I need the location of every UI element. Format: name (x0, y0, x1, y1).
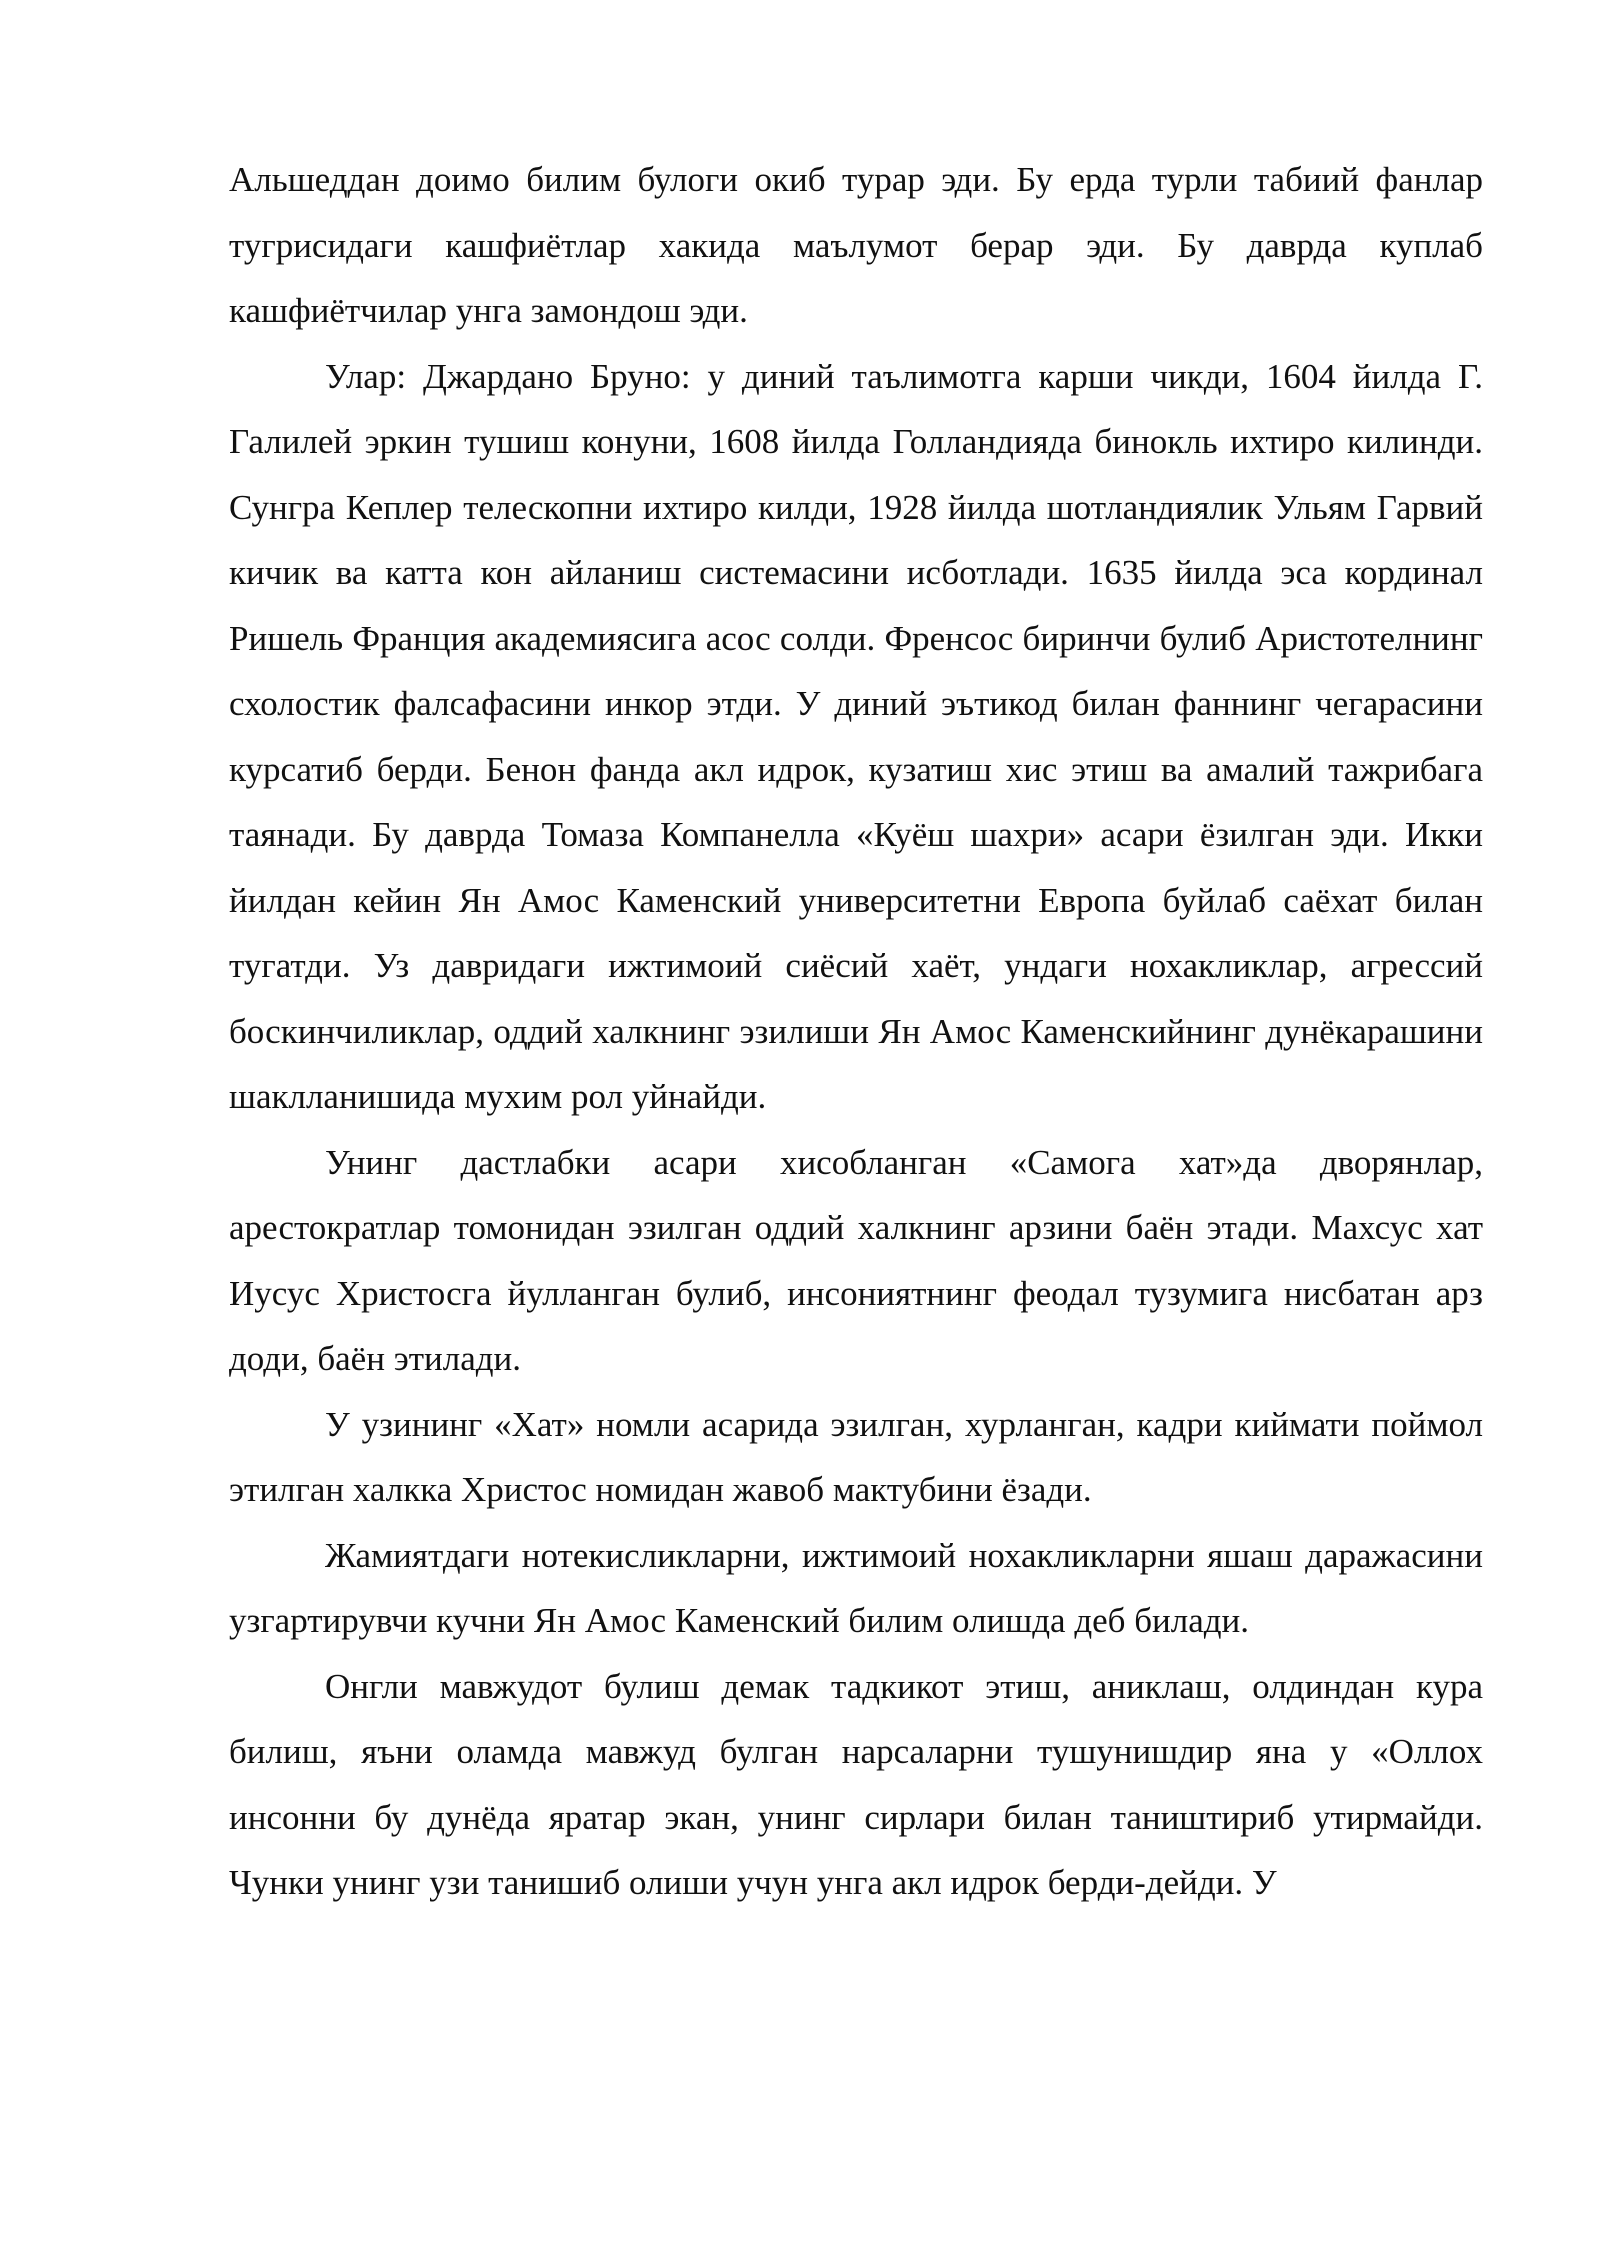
paragraph: Альшеддан доимо билим булоги окиб турар эди. Бу ерда турли табиий фанлар тугрисидаги кашфиётлар хакида маълумот берар эди. Бу даврда куплаб кашфиётчилар унга замондош эди. (229, 160, 1483, 330)
paragraph: У узининг «Хат» номли асарида эзилган, хурланган, кадри киймати поймол этилган халкка Христос номидан жавоб мактубини ёзади. (229, 1404, 1483, 1509)
paragraph: Онгли мавжудот булиш демак тадкикот этиш, аниклаш, олдиндан кура билиш, яъни оламда мавжуд булган нарсаларни тушунишдир яна у «Оллох инсонни бу дунёда яратар экан, унинг сирлари билан таништириб утирмайди. Чунки унинг узи танишиб олиши учун унга акл идрок берди-дейди. У (229, 1666, 1483, 1902)
paragraph: Улар: Джардано Бруно: у диний таълимотга карши чикди, 1604 йилда Г. Галилей эркин тушиш конуни, 1608 йилда Голландияда бинокль ихтиро килинди. Сунгра Кеплер телескопни ихтиро килди, 1928 йилда шотландиялик Ульям Гарвий кичик ва катта кон айланиш системасини исботлади. 1635 йилда эса кординал Ришель Франция академиясига асос солди. Френсос биринчи булиб Аристотелнинг схолостик фалсафасини инкор этди. У диний эътикод билан фаннинг чегарасини курсатиб берди. Бенон фанда акл идрок, кузатиш хис этиш ва амалий тажрибага таянади. Бу даврда Томаза Компанелла «Куёш шахри» асари ёзилган эди. Икки йилдан кейин Ян Амос Каменский университетни Европа буйлаб саёхат билан тугатди. Уз давридаги ижтимоий сиёсий хаёт, ундаги нохакликлар, агрессий боскинчиликлар, оддий халкнинг эзилиши Ян Амос Каменскийнинг дунёкарашини шаклланишида мухим рол уйнайди. (229, 356, 1483, 1116)
paragraph: Жамиятдаги нотекисликларни, ижтимоий нохакликларни яшаш даражасини узгартирувчи кучни Ян Амос Каменский билим олишда деб билади. (229, 1535, 1483, 1640)
paragraph: Унинг дастлабки асари хисобланган «Самога хат»да дворянлар, арестократлар томонидан эзилган оддий халкнинг арзини баён этади. Махсус хат Иусус Христосга йулланган булиб, инсониятнинг феодал тузумига нисбатан арз доди, баён этилади. (229, 1142, 1483, 1378)
document-body (229, 147, 1483, 1916)
